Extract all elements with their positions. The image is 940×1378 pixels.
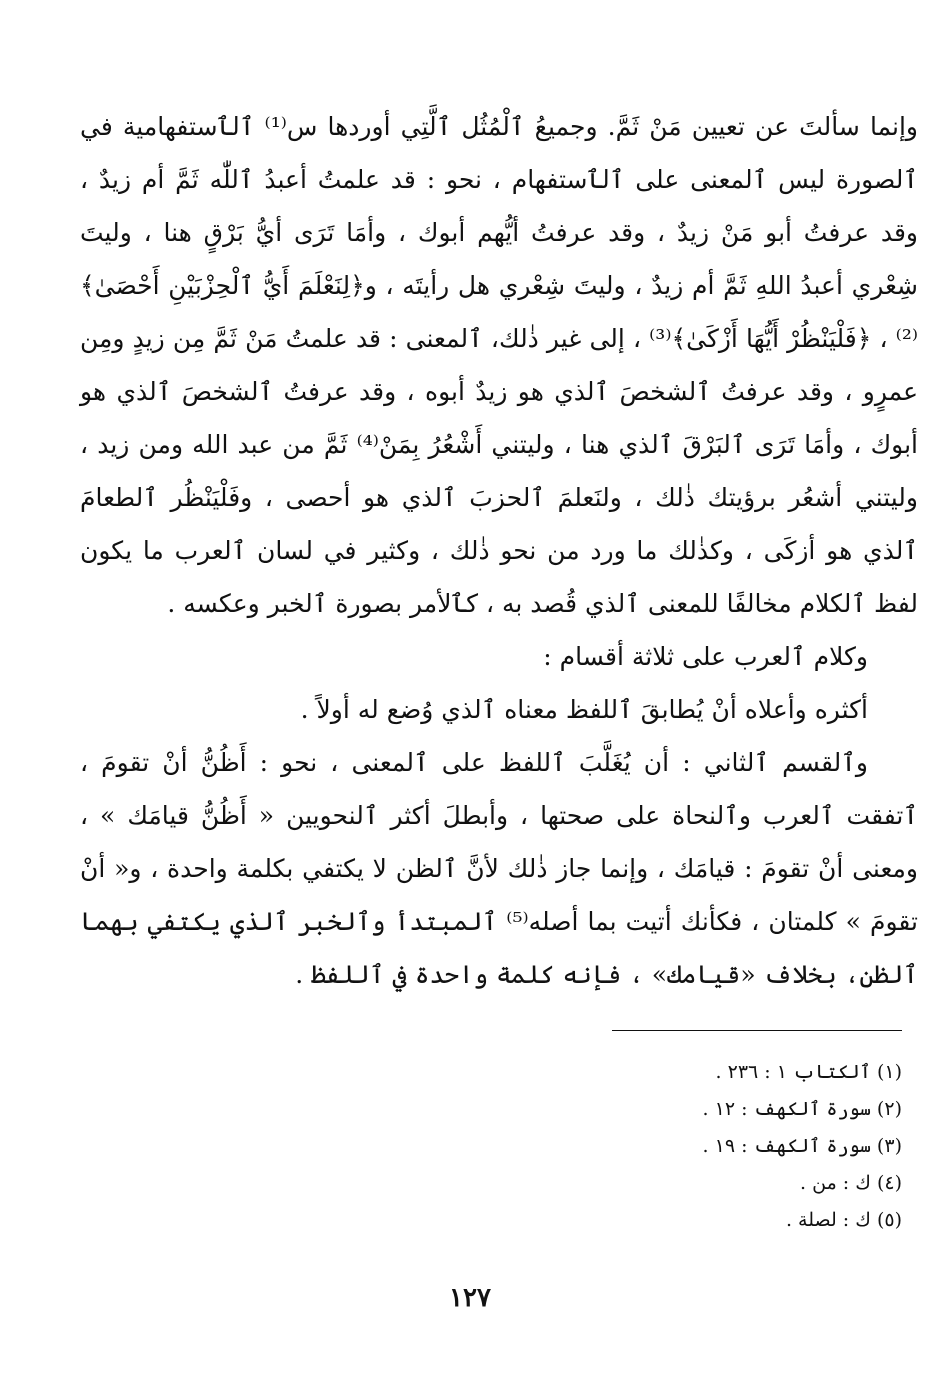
footnote-3: (٣) سورة ٱلكهف : ١٩ . bbox=[702, 1135, 902, 1157]
paragraph-first-division: أكثره وأعلاه أنْ يُطابقَ ٱللفظ معناه ٱلذي وُضع له أولاً . bbox=[300, 695, 868, 724]
footnote-divider bbox=[612, 1030, 902, 1031]
paragraph-second-division: وٱلقسم ٱلثاني : أن يُغَلَّبَ ٱللفظ على ٱلمعنى ، نحو : أَظُنُّ أنْ تقومَ ، ٱتفقت ٱلعرب وٱلنحاة على صحتها ، وأبطلَ أكثر ٱلنحويين « أَظُنُّ قيامَك » ، ومعنى أنْ تقومَ : قيامَك ، وإنما جاز ذٰلك لأنَّ ٱلظن لا يكتفي بكلمة واحدة ، و« أنْ تقومَ » كلمتان ، فكأنك أتيت بما أصله⁽⁵⁾ ٱلمبتدأ وٱلخبر ٱلذي يكتفي بهما ٱلظن، بخلاف «قيامك» ، فإنه كلمة واحدة في ٱللفظ . bbox=[80, 748, 919, 989]
main-text bbox=[80, 100, 918, 1001]
footnote-5: (٥) ك : لصلة . bbox=[785, 1209, 902, 1231]
footnote-2: (٢) سورة ٱلكهف : ١٢ . bbox=[702, 1098, 902, 1120]
paragraph-interrogative: وإنما سألتَ عن تعيين مَنْ ثَمَّ. وجميعُ ٱلْمُثُل ٱلَّتِي أوردها س⁽¹⁾ ٱلٱستفهامية في ٱلصورة ليس ٱلمعنى على ٱلٱستفهام ، نحو : قد علمتُ أعبدُ ٱللّٰه ثَمَّ أم زيدٌ ، وقد عرفتُ أبو مَنْ زيدٌ ، وقد عرفتُ أيُّهم أبوك ، وأمَا تَرَى أيُّ بَرْقٍ هنا ، وليتَ شِعْري أعبدُ اللهِ ثَمَّ أم زيدٌ ، وليتَ شِعْري هل رأيتَه ، و﴿لِنَعْلَمَ أَيُّ ٱلْحِزْبَيْنِ أَحْصَىٰ﴾⁽²⁾ ، ﴿فَلْيَنْظُرْ أَيُّهَا أَزْكَىٰ﴾⁽³⁾ ، إلى غير ذٰلك، ٱلمعنى : قد علمتُ مَنْ ثَمَّ مِن زيدٍ ومِن عمرٍو ، وقد عرفتُ ٱلشخصَ ٱلذي هو زيدٌ أبوه ، وقد عرفتُ ٱلشخصَ ٱلذي هو أبوك ، وأمَا تَرَى ٱلبَرْقَ ٱلذي هنا ، وليتني أَشْعُرُ بِمَنْ⁽⁴⁾ ثَمَّ من عبد الله ومن زيد ، وليتني أشعُر برؤيتك ذٰلك ، ولنَعلمَ ٱلحزبَ ٱلذي هو أحصى ، وفَلْيَنْظُر ٱلطعامَ ٱلذي هو أزكَى ، وكذٰلك ما ورد من نحو ذٰلك ، وكثير في لسان ٱلعرب ما يكون لفظ ٱلكلام مخالفًا للمعنى ٱلذي قُصد به ، كٱلأمر بصورة ٱلخبر وعكسه . bbox=[80, 112, 918, 618]
page-number: ١٢٧ bbox=[449, 1283, 491, 1313]
footnotes bbox=[470, 1054, 902, 1239]
footnote-1: (١) ٱلكتاب ١ : ٢٣٦ . bbox=[715, 1061, 902, 1083]
footnote-4: (٤) ك : من . bbox=[800, 1172, 902, 1194]
paragraph-division-heading: وكلام ٱلعرب على ثلاثة أقسام : bbox=[543, 642, 868, 671]
